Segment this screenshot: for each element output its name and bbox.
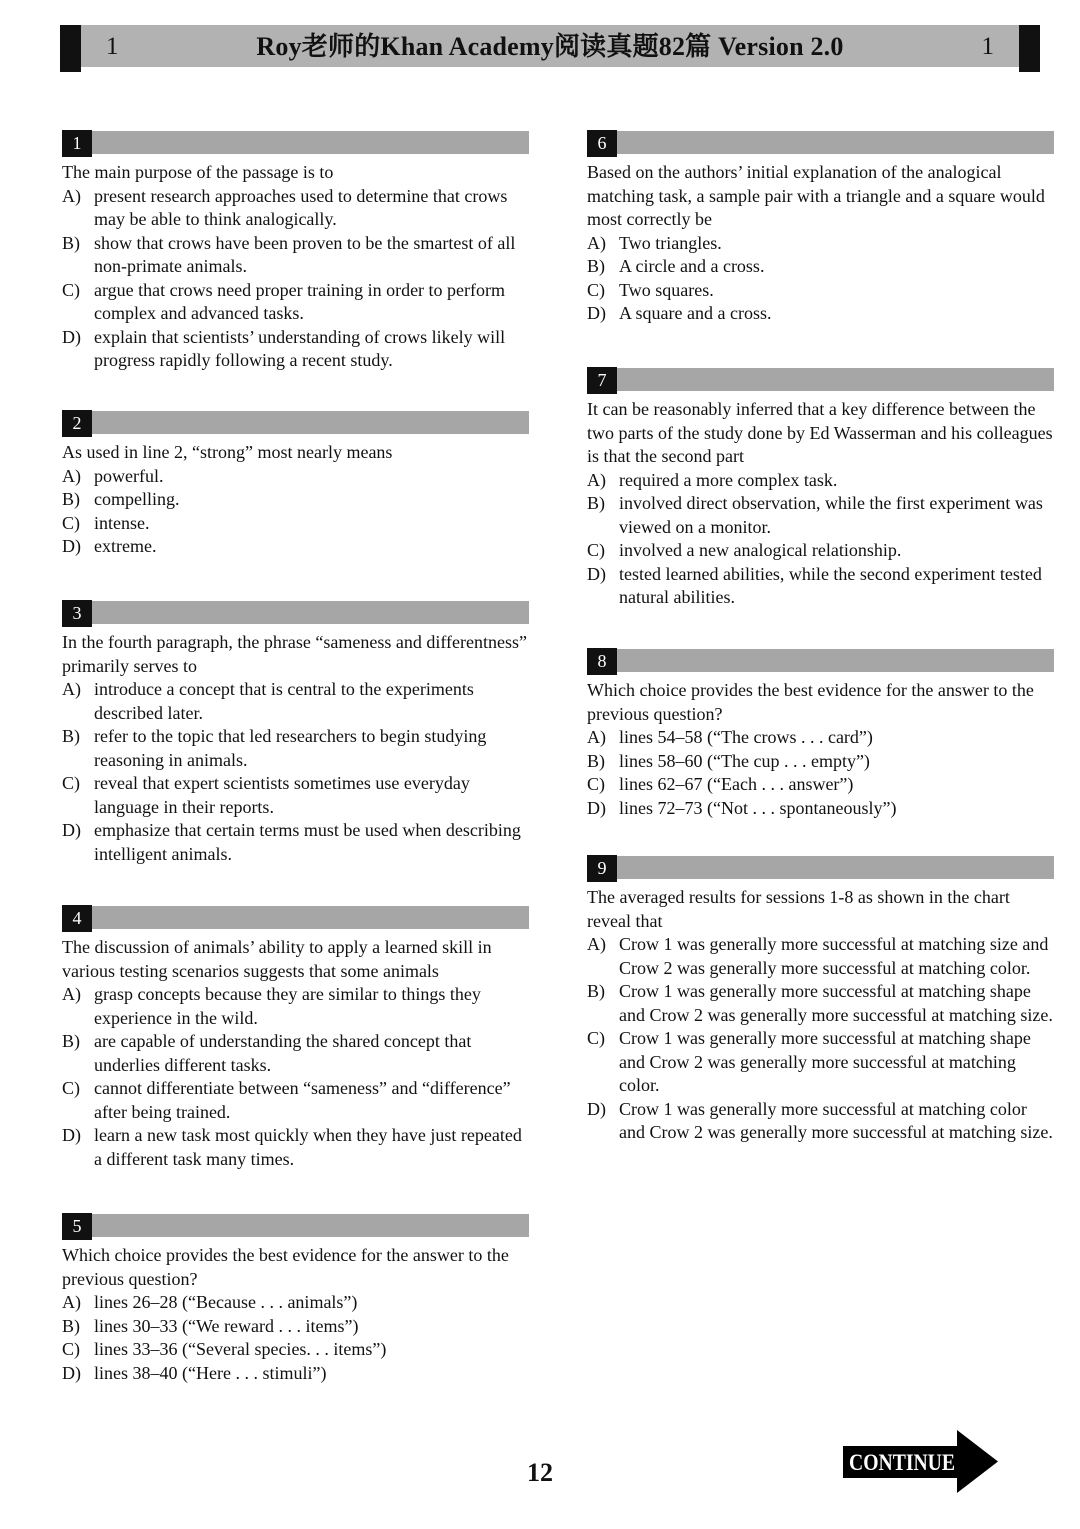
options-list — [62, 983, 532, 1171]
option-text: cannot differentiate between “sameness” and “difference” after being trained. — [94, 1078, 511, 1122]
option-letter: B) — [587, 981, 605, 1001]
question-stem: The averaged results for sessions 1-8 as shown in the chart reveal that — [587, 887, 1010, 931]
answer-option — [62, 1030, 532, 1077]
answer-option — [62, 819, 532, 866]
continue-arrow[interactable] — [843, 1430, 998, 1493]
option-text: involved direct observation, while the first experiment was viewed on a monitor. — [619, 493, 1043, 537]
question-header — [62, 130, 529, 157]
options-list — [587, 726, 1057, 820]
option-text: show that crows have been proven to be the smartest of all non-primate animals. — [94, 232, 516, 276]
question-header — [587, 130, 1054, 157]
option-text: Crow 1 was generally more successful at matching color and Crow 2 was generally more successful at matching size. — [619, 1098, 1053, 1142]
continue-arrow-head-icon — [957, 1430, 998, 1493]
question-header — [587, 367, 1054, 394]
option-text: grasp concepts because they are similar to things they experience in the wild. — [94, 984, 481, 1028]
question-column-right — [587, 130, 1057, 1400]
option-text: lines 72–73 (“Not . . . spontaneously”) — [619, 797, 897, 818]
answer-option — [62, 185, 532, 232]
answer-option — [62, 983, 532, 1030]
question-block — [587, 367, 1057, 610]
question-stem: Based on the authors’ initial explanation of the analogical matching task, a sample pair with a triangle and a square would most correctly be — [587, 162, 1045, 229]
option-letter: A) — [62, 1292, 81, 1312]
question-number: 8 — [587, 648, 617, 675]
answer-option — [587, 797, 1057, 821]
option-text: A circle and a cross. — [619, 256, 765, 276]
option-letter: A) — [62, 984, 81, 1004]
option-letter: B) — [587, 256, 605, 276]
question-block — [62, 410, 532, 559]
option-text: explain that scientists’ understanding of crows likely will progress rapidly following a recent study. — [94, 326, 506, 370]
question-header-bar — [92, 601, 529, 624]
option-text: refer to the topic that led researchers to begin studying reasoning in animals. — [94, 726, 487, 770]
answer-option — [62, 1077, 532, 1124]
question-number: 9 — [587, 855, 617, 882]
page-header-bar — [60, 25, 1040, 67]
answer-option — [62, 279, 532, 326]
option-text: present research approaches used to determine that crows may be able to think analogically. — [94, 185, 508, 229]
question-number: 6 — [587, 130, 617, 157]
option-text: A square and a cross. — [619, 303, 772, 323]
option-letter: B) — [62, 232, 80, 253]
option-letter: C) — [587, 279, 605, 300]
section-number-right: 1 — [981, 33, 994, 60]
option-letter: C) — [587, 1028, 605, 1048]
answer-option — [587, 1027, 1057, 1098]
option-text: Two squares. — [619, 279, 714, 300]
option-letter: B) — [62, 1031, 80, 1051]
options-list — [587, 232, 1057, 326]
option-letter: A) — [62, 679, 81, 699]
option-letter: B) — [62, 726, 80, 746]
option-text: lines 62–67 (“Each . . . answer”) — [619, 774, 854, 794]
option-text: lines 30–33 (“We reward . . . items”) — [94, 1315, 359, 1336]
option-text: lines 38–40 (“Here . . . stimuli”) — [94, 1362, 327, 1383]
question-header-bar — [617, 131, 1054, 154]
options-list — [587, 469, 1057, 610]
answer-option — [62, 465, 532, 489]
option-text: Crow 1 was generally more successful at matching size and Crow 2 was generally more successful at matching color. — [619, 934, 1049, 978]
option-text: tested learned abilities, while the second experiment tested natural abilities. — [619, 563, 1042, 607]
question-header-bar — [617, 649, 1054, 672]
question-block — [62, 1213, 532, 1385]
option-letter: C) — [587, 540, 605, 560]
option-letter: A) — [62, 465, 81, 486]
answer-option — [62, 678, 532, 725]
answer-option — [587, 563, 1057, 610]
answer-option — [62, 1338, 532, 1362]
question-header — [62, 600, 529, 627]
option-text: extreme. — [94, 536, 157, 556]
section-number-left: 1 — [106, 33, 119, 60]
answer-option — [62, 1362, 532, 1386]
option-letter: B) — [62, 1315, 80, 1336]
question-header-bar — [617, 368, 1054, 391]
question-block — [62, 130, 532, 373]
answer-option — [587, 302, 1057, 326]
option-text: involved a new analogical relationship. — [619, 540, 902, 560]
option-letter: A) — [587, 469, 606, 490]
option-text: required a more complex task. — [619, 469, 838, 490]
answer-option — [587, 539, 1057, 563]
option-text: emphasize that certain terms must be used when describing intelligent animals. — [94, 820, 521, 864]
page-title: Roy老师的Khan Academy阅读真题82篇 Version 2.0 — [256, 32, 844, 61]
answer-option — [62, 512, 532, 536]
question-number: 1 — [62, 130, 92, 157]
options-list — [62, 1291, 532, 1385]
option-letter: C) — [62, 279, 80, 300]
options-list — [62, 465, 532, 559]
option-letter: C) — [587, 774, 605, 794]
question-block — [62, 905, 532, 1171]
options-list — [587, 933, 1057, 1145]
option-text: Crow 1 was generally more successful at matching shape and Crow 2 was generally more successful at matching size. — [619, 981, 1053, 1025]
answer-option — [587, 1098, 1057, 1145]
answer-option — [62, 1124, 532, 1171]
answer-option — [587, 492, 1057, 539]
option-letter: D) — [587, 797, 606, 818]
option-letter: D) — [62, 820, 81, 840]
option-text: are capable of understanding the shared concept that underlies different tasks. — [94, 1031, 472, 1075]
question-number: 5 — [62, 1213, 92, 1240]
question-stem: The main purpose of the passage is to — [62, 162, 334, 182]
option-text: lines 26–28 (“Because . . . animals”) — [94, 1292, 358, 1312]
option-text: argue that crows need proper training in order to perform complex and advanced tasks. — [94, 279, 506, 323]
answer-option — [587, 469, 1057, 493]
option-text: lines 54–58 (“The crows . . . card”) — [619, 727, 873, 747]
question-header — [587, 648, 1054, 675]
page-number: 12 — [527, 1458, 553, 1487]
option-text: introduce a concept that is central to the experiments described later. — [94, 679, 474, 723]
options-list — [62, 185, 532, 373]
question-header-bar — [92, 1214, 529, 1237]
answer-option — [587, 279, 1057, 303]
option-text: intense. — [94, 512, 150, 533]
answer-option — [62, 326, 532, 373]
option-text: lines 33–36 (“Several species. . . items”) — [94, 1339, 387, 1359]
question-header — [62, 905, 529, 932]
question-block — [587, 130, 1057, 326]
question-header — [587, 855, 1054, 882]
question-header-bar — [92, 411, 529, 434]
option-letter: D) — [587, 1098, 606, 1119]
answer-option — [587, 750, 1057, 774]
question-header-bar — [92, 906, 529, 929]
question-header-bar — [617, 856, 1054, 879]
answer-option — [587, 232, 1057, 256]
question-stem: It can be reasonably inferred that a key difference between the two parts of the study done by Ed Wasserman and his colleagues is that the second part — [587, 399, 1053, 466]
answer-option — [62, 1315, 532, 1339]
question-block — [587, 855, 1057, 1145]
option-text: powerful. — [94, 465, 164, 486]
question-block — [587, 648, 1057, 820]
option-letter: D) — [587, 563, 606, 584]
option-letter: A) — [587, 232, 606, 253]
option-letter: A) — [587, 934, 606, 954]
option-text: Crow 1 was generally more successful at matching shape and Crow 2 was generally more successful at matching color. — [619, 1028, 1031, 1095]
option-letter: D) — [62, 1125, 81, 1145]
option-text: lines 58–60 (“The cup . . . empty”) — [619, 750, 870, 771]
option-letter: A) — [587, 727, 606, 747]
question-header-bar — [92, 131, 529, 154]
answer-option — [587, 980, 1057, 1027]
option-letter: D) — [587, 303, 606, 323]
option-letter: D) — [62, 1362, 81, 1383]
option-letter: D) — [62, 536, 81, 556]
option-letter: C) — [62, 773, 80, 793]
option-text: reveal that expert scientists sometimes use everyday language in their reports. — [94, 773, 470, 817]
option-text: Two triangles. — [619, 232, 722, 253]
question-stem: Which choice provides the best evidence for the answer to the previous question? — [62, 1245, 509, 1289]
options-list — [62, 678, 532, 866]
question-stem: The discussion of animals’ ability to apply a learned skill in various testing scenarios suggests that some animals — [62, 937, 492, 981]
option-letter: C) — [62, 512, 80, 533]
question-number: 3 — [62, 600, 92, 627]
question-header — [62, 1213, 529, 1240]
question-header — [62, 410, 529, 437]
answer-option — [62, 232, 532, 279]
question-stem: As used in line 2, “strong” most nearly means — [62, 442, 393, 462]
answer-option — [587, 933, 1057, 980]
option-letter: B) — [62, 489, 80, 509]
option-text: learn a new task most quickly when they have just repeated a different task many times. — [94, 1125, 522, 1169]
continue-label: CONTINUE — [849, 1450, 955, 1475]
question-number: 4 — [62, 905, 92, 932]
answer-option — [587, 255, 1057, 279]
answer-option — [62, 772, 532, 819]
answer-option — [587, 773, 1057, 797]
answer-option — [62, 725, 532, 772]
answer-option — [62, 535, 532, 559]
question-number: 7 — [587, 367, 617, 394]
option-letter: B) — [587, 750, 605, 771]
answer-option — [587, 726, 1057, 750]
question-column-left — [62, 130, 532, 1400]
answer-option — [62, 1291, 532, 1315]
option-letter: B) — [587, 493, 605, 513]
option-text: compelling. — [94, 489, 180, 509]
question-stem: Which choice provides the best evidence for the answer to the previous question? — [587, 680, 1034, 724]
question-number: 2 — [62, 410, 92, 437]
question-block — [62, 600, 532, 866]
answer-option — [62, 488, 532, 512]
option-letter: C) — [62, 1339, 80, 1359]
option-letter: C) — [62, 1078, 80, 1098]
option-letter: D) — [62, 326, 81, 347]
option-letter: A) — [62, 185, 81, 206]
question-stem: In the fourth paragraph, the phrase “sameness and differentness” primarily serves to — [62, 632, 527, 676]
